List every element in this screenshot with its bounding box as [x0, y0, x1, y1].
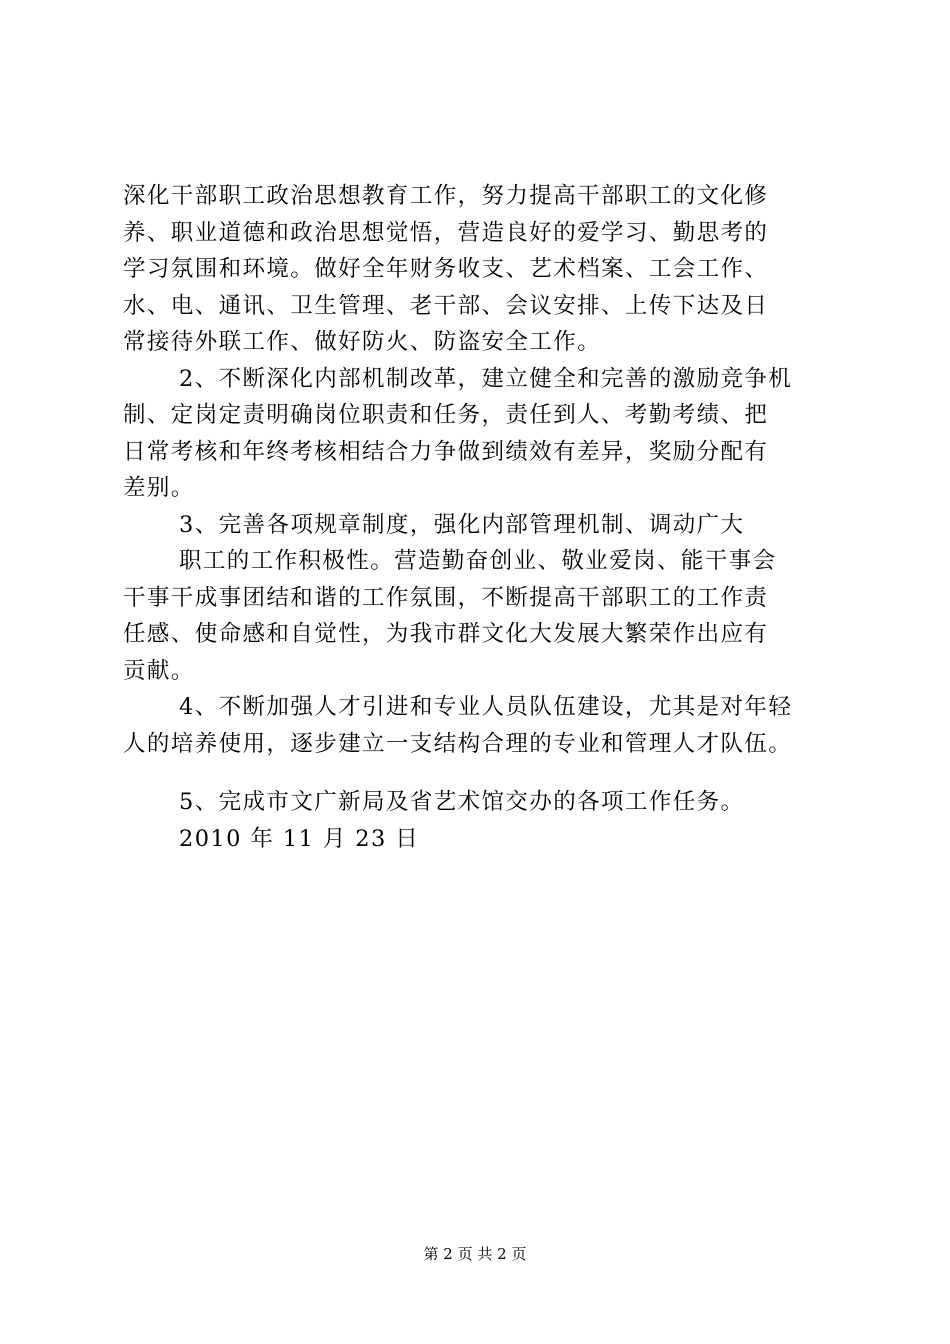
text-line: 干事干成事团结和谐的工作氛围，不断提高干部职工的工作责: [123, 584, 769, 611]
text-line: 养、职业道德和政治思想觉悟，营造良好的爱学习、勤思考的: [123, 219, 769, 246]
text-line: 任感、使命感和自觉性，为我市群文化大发展大繁荣作出应有: [123, 621, 769, 647]
text-line: 职工的工作积极性。营造勤奋创业、敬业爱岗、能干事会: [179, 548, 777, 574]
text-line: 常接待外联工作、做好防火、防盗安全工作。: [123, 329, 602, 355]
text-line: 人的培养使用，逐步建立一支结构合理的专业和管理人才队伍。: [123, 730, 793, 757]
text-line: 差别。: [123, 475, 195, 501]
text-line: 贡献。: [123, 657, 195, 684]
document-body: [123, 178, 843, 857]
text-line-item-5: 5、完成市文广新局及省艺术馆交办的各项工作任务。: [179, 789, 745, 815]
text-line: 日常考核和年终考核相结合力争做到绩效有差异，奖励分配有: [123, 438, 769, 465]
text-line-item-3: 3、完善各项规章制度，强化内部管理机制、调动广大: [179, 511, 745, 538]
text-line: 学习氛围和环境。做好全年财务收支、艺术档案、工会工作、: [123, 256, 769, 282]
text-line: 深化干部职工政治思想教育工作，努力提高干部职工的文化修: [123, 183, 769, 209]
text-line: 水、电、通讯、卫生管理、老干部、会议安排、上传下达及日: [123, 292, 769, 319]
text-line-item-4: 4、不断加强人才引进和专业人员队伍建设，尤其是对年轻: [179, 694, 793, 720]
page-footer: 第 2 页 共 2 页: [423, 1245, 527, 1263]
document-date: 2010 年 11 月 23 日: [179, 825, 420, 852]
text-line: 制、定岗定责明确岗位职责和任务，责任到人、考勤考绩、把: [123, 402, 769, 428]
text-line-item-2: 2、不断深化内部机制改革，建立健全和完善的激励竞争机: [179, 365, 793, 392]
paragraph-gap: [123, 762, 843, 784]
